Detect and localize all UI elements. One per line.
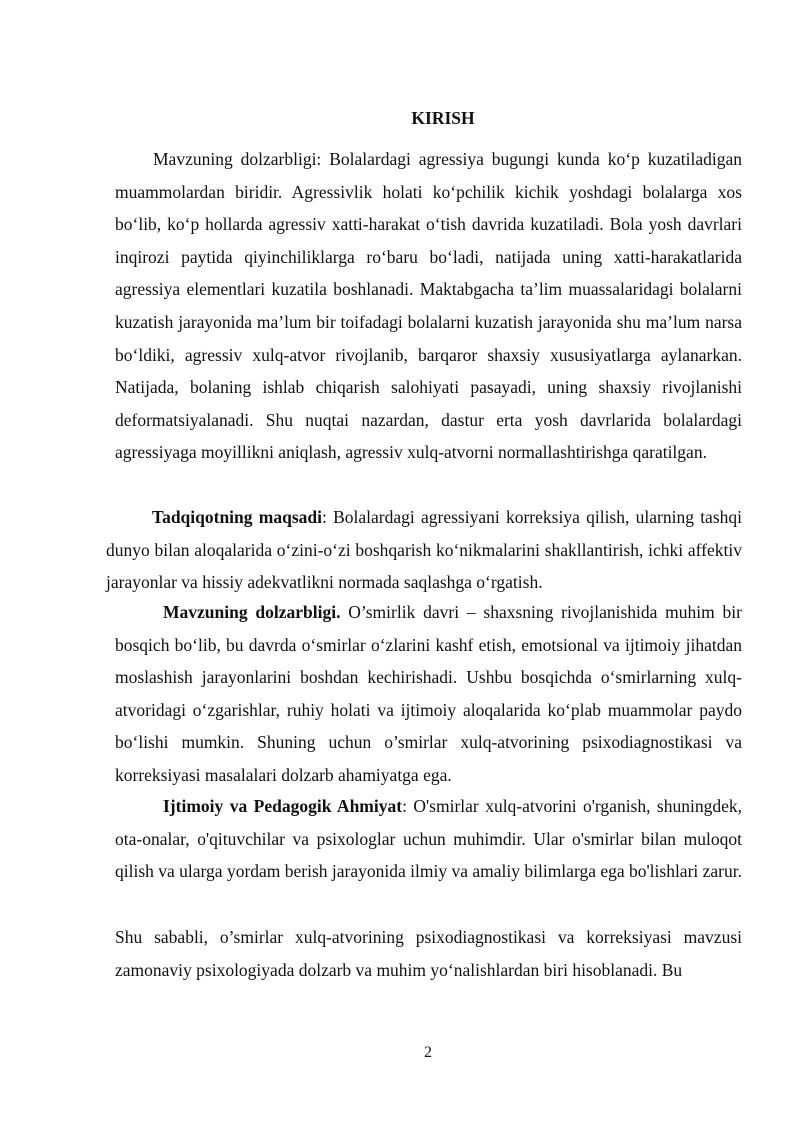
paragraph-text: O’smirlik davri – shaxsning rivojlanishida muhim bir bosqich bo‘lib, bu davrda o‘smirlar o‘zlarini kashf etish, emotsional va ijtimoiy jihatdan moslashish jarayonlarini boshdan kechirishadi. Ushbu bosqichda o‘smirlarning xulq-atvoridagi o‘zgarishlar, ruhiy holati va ijtimoiy aloqalarida ko‘plab muammolar paydo bo‘lishi mumkin. Shuning uchun o’smirlar xulq-atvorining psixodiagnostikasi va korreksiyasi masalalari dolzarb ahamiyatga ega. [115, 602, 742, 785]
page-number: 2 [424, 1044, 432, 1061]
paragraph-lead: Mavzuning dolzarbligi. [163, 602, 341, 622]
paragraph-text: Shu sababli, o’smirlar xulq-atvorining psixodiagnostikasi va korreksiyasi mavzusi zamonaviy psixologiyada dolzarb va muhim yo‘nalishlardan biri hisoblanadi. Bu [115, 927, 742, 980]
paragraph-relevance-adolescence [115, 596, 742, 792]
paragraph-social-pedagogical [115, 790, 742, 888]
paragraph-lead: Ijtimoiy va Pedagogik Ahmiyat [163, 796, 403, 816]
paragraph-text: : O'smirlar xulq-atvorini o'rganish, shuningdek, ota-onalar, o'qituvchilar va psixologlar uchun muhimdir. Ular o'smirlar bilan muloqot qilish va ularga yordam berish jarayonida ilmiy va amaliy bilimlarga ega bo'lishlari zarur. [115, 796, 743, 882]
paragraph-research-goal [106, 501, 742, 599]
section-title: KIRISH [411, 108, 475, 128]
paragraph-text: : Bolalardagi agressiyani korreksiya qilish, ularning tashqi dunyo bilan aloqalarida o‘zini-o‘zi boshqarish ko‘nikmalarini shakllantirish, ichki affektiv jarayonlar va hissiy adekvatlikni normada saqlashga o‘rgatish. [106, 507, 742, 593]
paragraph-lead: Tadqiqotning maqsadi [152, 507, 322, 527]
paragraph-conclusion [115, 921, 742, 986]
paragraph-relevance-intro [115, 143, 742, 469]
paragraph-text: Mavzuning dolzarbligi: Bolalardagi agressiya bugungi kunda ko‘p kuzatiladigan muammolardan biridir. Agressivlik holati ko‘pchilik kichik yoshdagi bolalarga xos bo‘lib, ko‘p hollarda agressiv xatti-harakat o‘tish davrida kuzatiladi. Bola yosh davrlari inqirozi paytida qiyinchiliklarga ro‘baru bo‘ladi, natijada uning xatti-harakatlarida agressiya elementlari kuzatila boshlanadi. Maktabgacha ta’lim muassalaridagi bolalarni kuzatish jarayonida ma’lum bir toifadagi bolalarni kuzatish jarayonida shu ma’lum narsa bo‘ldiki, agressiv xulq-atvor rivojlanib, barqaror shaxsiy xususiyatlarga aylanarkan. Natijada, bolaning ishlab chiqarish salohiyati pasayadi, uning shaxsiy rivojlanishi deformatsiyalanadi. Shu nuqtai nazardan, dastur erta yosh davrlarida bolalardagi agressiyaga moyillikni aniqlash, agressiv xulq-atvorni normallashtirishga qaratilgan. [115, 149, 742, 463]
